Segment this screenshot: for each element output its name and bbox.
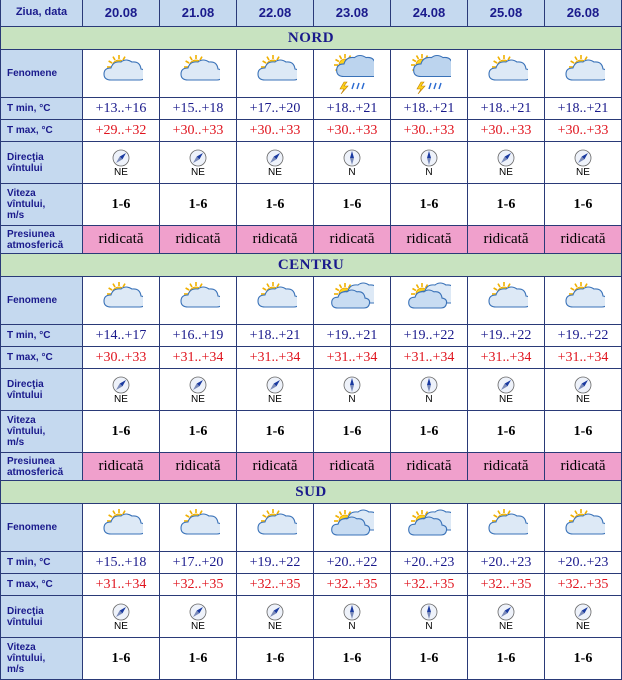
section-row	[1, 27, 622, 50]
wind-direction-value: NE	[268, 621, 282, 632]
sun-clouds-icon	[407, 281, 451, 321]
wind-direction-row	[1, 596, 622, 638]
weather-cell	[237, 50, 314, 98]
tmax-row	[1, 574, 622, 596]
weather-cell	[391, 50, 468, 98]
wind-north-icon	[420, 376, 438, 394]
tmax-value: +30..+33	[468, 120, 545, 142]
tmax-label: T max, °C	[1, 574, 83, 596]
wind-northeast-icon	[112, 149, 130, 167]
pressure-value: ridicată	[545, 226, 622, 254]
tmax-value: +30..+33	[314, 120, 391, 142]
date-header: 26.08	[545, 0, 622, 27]
wind-direction-value: NE	[114, 167, 128, 178]
fenomene-row	[1, 504, 622, 552]
pressure-value: ridicată	[314, 226, 391, 254]
wind-direction-cell	[314, 142, 391, 184]
tmax-row	[1, 347, 622, 369]
wind-speed-value: 1-6	[391, 411, 468, 453]
tmax-value: +31..+34	[468, 347, 545, 369]
pressure-value: ridicată	[468, 453, 545, 481]
wind-direction-value: N	[425, 394, 433, 405]
wind-direction-cell	[545, 142, 622, 184]
wind-direction-cell	[160, 596, 237, 638]
sun-cloud-icon	[253, 281, 297, 321]
wind-direction-value: NE	[191, 394, 205, 405]
wind-direction-cell	[160, 142, 237, 184]
tmin-value: +18..+21	[314, 98, 391, 120]
wind-northeast-icon	[189, 149, 207, 167]
wind-direction-value: NE	[268, 167, 282, 178]
region-heading: CENTRU	[1, 254, 622, 277]
wind-direction-cell	[391, 596, 468, 638]
tmax-value: +31..+34	[391, 347, 468, 369]
sun-cloud-icon	[99, 281, 143, 321]
wind-direction-value: NE	[268, 394, 282, 405]
pressure-value: ridicată	[391, 453, 468, 481]
pressure-value: ridicată	[237, 453, 314, 481]
wind-speed-value: 1-6	[237, 411, 314, 453]
wind-northeast-icon	[112, 603, 130, 621]
tmin-value: +19..+22	[468, 325, 545, 347]
tmin-value: +18..+21	[468, 98, 545, 120]
wind-direction-row	[1, 142, 622, 184]
tmin-value: +20..+22	[314, 552, 391, 574]
pressure-value: ridicată	[160, 453, 237, 481]
wind-speed-row	[1, 638, 622, 680]
fenomene-label: Fenomene	[1, 504, 83, 552]
wind-speed-value: 1-6	[468, 184, 545, 226]
wind-northeast-icon	[497, 149, 515, 167]
wind-direction-value: NE	[576, 167, 590, 178]
tmax-value: +32..+35	[314, 574, 391, 596]
weather-cell	[83, 504, 160, 552]
wind-direction-cell	[314, 596, 391, 638]
tmin-value: +18..+21	[545, 98, 622, 120]
tmax-value: +30..+33	[160, 120, 237, 142]
wind-speed-value: 1-6	[160, 411, 237, 453]
wind-direction-cell	[545, 596, 622, 638]
wind-direction-cell	[83, 142, 160, 184]
region-heading: SUD	[1, 481, 622, 504]
tmax-row	[1, 120, 622, 142]
tmax-value: +30..+33	[83, 347, 160, 369]
wind-direction-value: NE	[576, 621, 590, 632]
tmin-value: +19..+22	[545, 325, 622, 347]
wind-direction-value: NE	[576, 394, 590, 405]
weather-cell	[391, 277, 468, 325]
sun-cloud-icon	[484, 54, 528, 94]
wind-direction-label	[1, 369, 83, 411]
tmin-value: +19..+21	[314, 325, 391, 347]
wind-north-icon	[343, 603, 361, 621]
pressure-label	[1, 226, 83, 254]
wind-speed-value: 1-6	[314, 638, 391, 680]
sun-cloud-icon	[253, 54, 297, 94]
pressure-value: ridicată	[237, 226, 314, 254]
tmax-value: +32..+35	[391, 574, 468, 596]
tmax-value: +30..+33	[237, 120, 314, 142]
weather-cell	[391, 504, 468, 552]
date-header: 25.08	[468, 0, 545, 27]
wind-speed-value: 1-6	[391, 184, 468, 226]
tmin-value: +19..+22	[237, 552, 314, 574]
sun-clouds-icon	[330, 508, 374, 548]
sun-clouds-icon	[330, 281, 374, 321]
pressure-value: ridicată	[160, 226, 237, 254]
wind-direction-value: N	[348, 621, 356, 632]
tmin-row	[1, 552, 622, 574]
wind-northeast-icon	[497, 603, 515, 621]
weather-cell	[468, 504, 545, 552]
wind-direction-cell	[83, 369, 160, 411]
wind-direction-cell	[160, 369, 237, 411]
weather-cell	[468, 277, 545, 325]
wind-speed-value: 1-6	[314, 184, 391, 226]
tmin-value: +20..+23	[545, 552, 622, 574]
pressure-label-line: Presiunea	[7, 228, 55, 240]
wind-speed-label-line: m/s	[7, 437, 25, 448]
wind-speed-value: 1-6	[237, 184, 314, 226]
weather-cell	[314, 277, 391, 325]
tmin-row	[1, 325, 622, 347]
wind-speed-label-line: vîntului,	[7, 426, 46, 437]
wind-northeast-icon	[112, 376, 130, 394]
tmin-value: +17..+20	[160, 552, 237, 574]
tmin-value: +15..+18	[160, 98, 237, 120]
wind-northeast-icon	[497, 376, 515, 394]
wind-direction-cell	[237, 596, 314, 638]
tmin-value: +18..+21	[391, 98, 468, 120]
pressure-label	[1, 453, 83, 481]
section-row	[1, 481, 622, 504]
sun-cloud-icon	[561, 508, 605, 548]
pressure-row	[1, 453, 622, 481]
weather-cell	[160, 504, 237, 552]
tmin-value: +18..+21	[237, 325, 314, 347]
tmin-row	[1, 98, 622, 120]
wind-speed-value: 1-6	[83, 411, 160, 453]
tmin-label: T min, °C	[1, 552, 83, 574]
wind-direction-value: NE	[499, 394, 513, 405]
wind-speed-label-line: m/s	[7, 664, 25, 675]
thunderstorm-icon	[330, 54, 374, 94]
wind-direction-cell	[468, 596, 545, 638]
wind-direction-cell	[237, 142, 314, 184]
weather-cell	[237, 277, 314, 325]
wind-northeast-icon	[266, 603, 284, 621]
wind-speed-value: 1-6	[468, 638, 545, 680]
tmax-label: T max, °C	[1, 347, 83, 369]
wind-speed-value: 1-6	[545, 184, 622, 226]
sun-cloud-icon	[99, 54, 143, 94]
sun-cloud-icon	[484, 508, 528, 548]
tmax-value: +30..+33	[391, 120, 468, 142]
wind-direction-cell	[468, 142, 545, 184]
date-header: 23.08	[314, 0, 391, 27]
wind-direction-value: NE	[499, 167, 513, 178]
wind-speed-value: 1-6	[83, 638, 160, 680]
tmax-value: +29..+32	[83, 120, 160, 142]
wind-speed-value: 1-6	[314, 411, 391, 453]
weather-cell	[545, 50, 622, 98]
wind-direction-value: NE	[191, 167, 205, 178]
region-heading: NORD	[1, 27, 622, 50]
wind-speed-value: 1-6	[391, 638, 468, 680]
weather-cell	[160, 277, 237, 325]
weather-cell	[314, 50, 391, 98]
wind-north-icon	[420, 603, 438, 621]
tmin-label: T min, °C	[1, 325, 83, 347]
wind-speed-label-line: Viteza	[7, 642, 36, 653]
tmax-label: T max, °C	[1, 120, 83, 142]
pressure-row	[1, 226, 622, 254]
weather-cell	[545, 277, 622, 325]
wind-direction-cell	[468, 369, 545, 411]
pressure-value: ridicată	[468, 226, 545, 254]
wind-speed-label-line: Viteza	[7, 188, 36, 199]
sun-cloud-icon	[176, 281, 220, 321]
wind-speed-label-line: m/s	[7, 210, 25, 221]
date-header: 21.08	[160, 0, 237, 27]
wind-speed-label	[1, 411, 83, 453]
wind-direction-cell	[391, 142, 468, 184]
wind-direction-cell	[314, 369, 391, 411]
pressure-label-line: atmosferică	[7, 239, 64, 251]
wind-direction-value: N	[348, 167, 356, 178]
sun-cloud-icon	[484, 281, 528, 321]
pressure-value: ridicată	[83, 226, 160, 254]
tmax-value: +31..+34	[314, 347, 391, 369]
wind-speed-row	[1, 411, 622, 453]
tmax-value: +32..+35	[468, 574, 545, 596]
weather-cell	[83, 50, 160, 98]
tmax-value: +30..+33	[545, 120, 622, 142]
wind-direction-cell	[391, 369, 468, 411]
tmin-value: +17..+20	[237, 98, 314, 120]
sun-cloud-icon	[99, 508, 143, 548]
header-label: Ziua, data	[1, 0, 83, 27]
wind-speed-label-line: Viteza	[7, 415, 36, 426]
fenomene-row	[1, 277, 622, 325]
sun-cloud-icon	[253, 508, 297, 548]
wind-direction-value: N	[425, 167, 433, 178]
wind-northeast-icon	[266, 149, 284, 167]
wind-direction-label-line: Direcţia	[7, 378, 44, 390]
wind-speed-value: 1-6	[160, 184, 237, 226]
tmin-value: +13..+16	[83, 98, 160, 120]
tmin-value: +19..+22	[391, 325, 468, 347]
fenomene-row	[1, 50, 622, 98]
date-header: 24.08	[391, 0, 468, 27]
weather-cell	[83, 277, 160, 325]
wind-speed-value: 1-6	[468, 411, 545, 453]
wind-direction-label-line: vîntului	[7, 616, 43, 628]
wind-direction-label-line: vîntului	[7, 389, 43, 401]
pressure-value: ridicată	[545, 453, 622, 481]
wind-speed-value: 1-6	[545, 638, 622, 680]
wind-speed-value: 1-6	[237, 638, 314, 680]
wind-northeast-icon	[266, 376, 284, 394]
wind-speed-value: 1-6	[160, 638, 237, 680]
weather-cell	[468, 50, 545, 98]
header-row	[1, 0, 622, 27]
tmin-value: +14..+17	[83, 325, 160, 347]
wind-northeast-icon	[189, 376, 207, 394]
wind-direction-value: NE	[191, 621, 205, 632]
tmin-value: +15..+18	[83, 552, 160, 574]
wind-north-icon	[420, 149, 438, 167]
wind-direction-value: NE	[114, 394, 128, 405]
wind-northeast-icon	[189, 603, 207, 621]
pressure-value: ridicată	[83, 453, 160, 481]
wind-direction-label-line: Direcţia	[7, 605, 44, 617]
tmax-value: +32..+35	[545, 574, 622, 596]
wind-direction-cell	[237, 369, 314, 411]
sun-cloud-icon	[176, 54, 220, 94]
wind-direction-label	[1, 142, 83, 184]
wind-north-icon	[343, 376, 361, 394]
fenomene-label: Fenomene	[1, 277, 83, 325]
wind-north-icon	[343, 149, 361, 167]
weather-cell	[160, 50, 237, 98]
wind-direction-row	[1, 369, 622, 411]
tmax-value: +31..+34	[237, 347, 314, 369]
wind-speed-label	[1, 638, 83, 680]
wind-speed-label	[1, 184, 83, 226]
wind-direction-label-line: Direcţia	[7, 151, 44, 163]
wind-direction-value: NE	[499, 621, 513, 632]
pressure-value: ridicată	[391, 226, 468, 254]
wind-direction-label	[1, 596, 83, 638]
wind-speed-label-line: vîntului,	[7, 653, 46, 664]
wind-direction-cell	[83, 596, 160, 638]
weather-cell	[314, 504, 391, 552]
wind-northeast-icon	[574, 149, 592, 167]
pressure-label-line: Presiunea	[7, 455, 55, 467]
sun-cloud-icon	[561, 281, 605, 321]
wind-speed-value: 1-6	[545, 411, 622, 453]
tmax-value: +31..+34	[83, 574, 160, 596]
tmax-value: +32..+35	[160, 574, 237, 596]
tmax-value: +32..+35	[237, 574, 314, 596]
wind-direction-value: N	[348, 394, 356, 405]
sun-cloud-icon	[561, 54, 605, 94]
section-row	[1, 254, 622, 277]
wind-direction-value: N	[425, 621, 433, 632]
wind-speed-value: 1-6	[83, 184, 160, 226]
wind-northeast-icon	[574, 603, 592, 621]
weather-cell	[237, 504, 314, 552]
weather-cell	[545, 504, 622, 552]
tmin-value: +20..+23	[391, 552, 468, 574]
wind-speed-label-line: vîntului,	[7, 199, 46, 210]
tmax-value: +31..+34	[545, 347, 622, 369]
date-header: 22.08	[237, 0, 314, 27]
wind-direction-value: NE	[114, 621, 128, 632]
wind-northeast-icon	[574, 376, 592, 394]
tmin-label: T min, °C	[1, 98, 83, 120]
wind-speed-row	[1, 184, 622, 226]
thunderstorm-icon	[407, 54, 451, 94]
fenomene-label: Fenomene	[1, 50, 83, 98]
sun-cloud-icon	[176, 508, 220, 548]
pressure-value: ridicată	[314, 453, 391, 481]
pressure-label-line: atmosferică	[7, 466, 64, 478]
sun-clouds-icon	[407, 508, 451, 548]
wind-direction-cell	[545, 369, 622, 411]
tmin-value: +20..+23	[468, 552, 545, 574]
tmin-value: +16..+19	[160, 325, 237, 347]
date-header: 20.08	[83, 0, 160, 27]
tmax-value: +31..+34	[160, 347, 237, 369]
wind-direction-label-line: vîntului	[7, 162, 43, 174]
